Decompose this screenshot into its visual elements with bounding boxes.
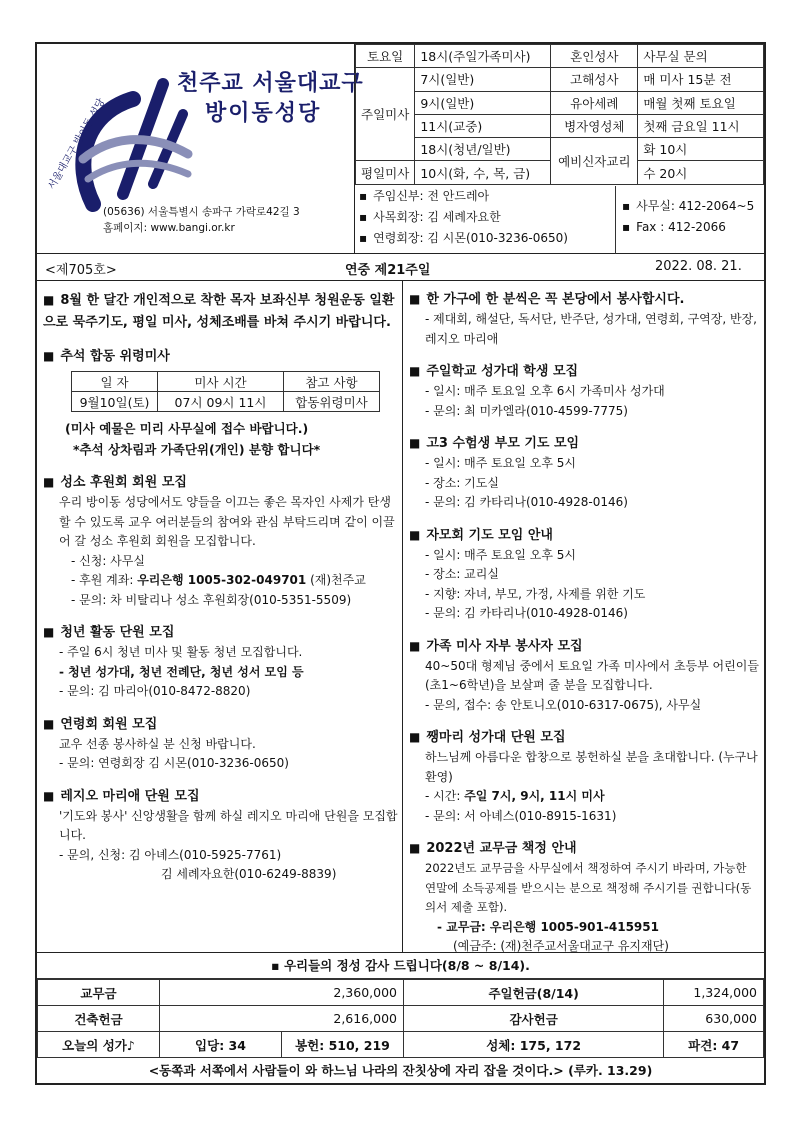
- section-heading: [43, 786, 402, 807]
- left-column: [37, 281, 403, 952]
- square-bullet-icon: ■: [43, 625, 55, 639]
- contact-list: [615, 186, 764, 254]
- staff-item: ▪ 주임신부: 전 안드레아: [359, 186, 568, 207]
- address-block: [103, 204, 300, 236]
- offering-summary: [37, 952, 764, 1083]
- exam-line: - 장소: 기도실: [425, 475, 499, 490]
- catechism-time: 화 10시: [638, 138, 764, 161]
- right-column: [403, 281, 764, 952]
- hymn-communion: 성체: 175, 172: [404, 1032, 664, 1058]
- section-heading: [43, 622, 402, 643]
- table-header: 일 자: [72, 372, 158, 392]
- yeonryeong-line: - 문의: 연령회장 김 시몬(010-3236-0650): [59, 756, 289, 770]
- service-name: 혼인성사: [551, 45, 638, 68]
- bulletin-header: [37, 44, 764, 254]
- issue-date: 2022. 08. 21.: [655, 259, 742, 274]
- service-time: 첫째 금요일 11시: [638, 114, 764, 137]
- supporters-body: 우리 방이동 성당에서도 양들을 이끄는 좋은 목자인 사제가 탄생할 수 있도록 교우 여러분들의 참여와 관심 부탁드리며 같이 이끌어 갈 성소 후원회 회원을 모집합니다.: [59, 495, 395, 548]
- hymn-label: 오늘의 성가♪: [38, 1032, 160, 1058]
- square-bullet-icon: ■: [43, 349, 55, 363]
- heading-text: 고3 수험생 부모 기도 모임: [426, 436, 580, 451]
- weekday-mass: 10시(화, 수, 목, 금): [415, 161, 551, 184]
- offering-value: 630,000: [664, 1006, 764, 1032]
- parish-title: 방이동성당: [205, 101, 322, 126]
- issue-number: <제705호>: [45, 263, 117, 278]
- staff-item: ▪ 사목회장: 김 세례자요한: [359, 207, 568, 228]
- account-number: 우리은행 1005-302-049701: [137, 573, 307, 587]
- legio-line: 김 세례자요한(010-6249-8839): [161, 867, 337, 881]
- dues-body: 2022년도 교무금을 사무실에서 책정하여 주시기 바라며, 가능한 연말에 소득공제를 받으시는 분으로 책정해 주시기를 권합니다(동의서 제출 포함).: [425, 861, 752, 914]
- square-bullet-icon: ■: [409, 292, 421, 306]
- sunday-mass: 18시(청년/일반): [415, 138, 551, 161]
- yeonryeong-line: 교우 선종 봉사하실 분 신청 바랍니다.: [59, 736, 256, 751]
- issue-bar: [37, 254, 764, 281]
- square-bullet-icon: ■: [409, 364, 421, 378]
- service-name: 병자영성체: [551, 114, 638, 137]
- offering-value: 2,360,000: [160, 980, 404, 1006]
- hymn-offertory: 봉헌: 510, 219: [282, 1032, 404, 1058]
- service-name: 유아세례: [551, 91, 638, 114]
- fax-number: ▪ Fax : 412-2066: [622, 217, 764, 238]
- sunday-mass: 9시(일반): [415, 91, 551, 114]
- catechism-label: 예비신자교리: [551, 138, 638, 185]
- section-heading: [409, 727, 764, 748]
- familymass-body: 40~50대 형제님 중에서 토요일 가족 미사에서 초등부 어린이들(초1~6학년)을 보살펴 줄 분을 모집합니다.: [425, 658, 759, 692]
- section-heading: [43, 346, 402, 367]
- offering-label: 건축헌금: [38, 1006, 160, 1032]
- section-heading: [409, 636, 764, 657]
- sundayschool-line: - 문의: 최 미카엘라(010-4599-7775): [425, 403, 628, 418]
- heading-text: 추석 합동 위령미사: [60, 349, 170, 364]
- sunday-mass: 11시(교중): [415, 114, 551, 137]
- section-heading: [409, 525, 764, 546]
- logo-area: [37, 44, 364, 254]
- square-bullet-icon: ■: [43, 716, 55, 731]
- choir-line: - 문의: 서 아녜스(010-8915-1631): [425, 808, 617, 823]
- mothers-line: - 문의: 김 카타리나(010-4928-0146): [425, 606, 628, 620]
- square-bullet-icon: ■: [43, 788, 55, 803]
- choir-body: 하느님께 아름다운 합창으로 봉헌하실 분을 초대합니다. (누구나 환영): [425, 750, 758, 784]
- square-bullet-icon: ■: [409, 841, 421, 855]
- square-bullet-icon: ■: [409, 638, 421, 653]
- square-bullet-icon: ■: [409, 527, 421, 542]
- dues-owner: (예금주: (재)천주교서울대교구 유지재단): [453, 939, 669, 953]
- offering-table: [37, 979, 764, 1058]
- time-label: - 시간:: [425, 789, 465, 803]
- section-heading: [409, 838, 764, 859]
- heading-text: 2022년 교무금 책정 안내: [426, 841, 577, 856]
- square-bullet-icon: ■: [409, 436, 421, 450]
- square-bullet-icon: ■: [43, 475, 55, 489]
- supporters-account: [43, 571, 402, 591]
- family-body: - 제대회, 해설단, 독서단, 반주단, 성가대, 연령회, 구역장, 반장, 레지오 마리애: [425, 312, 757, 346]
- offering-value: 2,616,000: [160, 1006, 404, 1032]
- youth-line: - 청년 성가대, 청년 전례단, 청년 성서 모임 등: [59, 664, 304, 679]
- table-header: 참고 사항: [284, 372, 380, 392]
- service-name: 고해성사: [551, 68, 638, 91]
- weekday-label: 평일미사: [356, 161, 415, 184]
- section-heading: [409, 433, 764, 454]
- hymn-recessional: 파견: 47: [664, 1032, 764, 1058]
- table-header: 미사 시간: [158, 372, 284, 392]
- staff-item: ▪ 연령회장: 김 시몬(010-3236-0650): [359, 228, 568, 249]
- youth-line: - 문의: 김 마리아(010-8472-8820): [59, 684, 251, 698]
- choir-time: [409, 787, 764, 807]
- heading-text: 자모회 기도 모임 안내: [426, 527, 553, 543]
- youth-line: - 주일 6시 청년 미사 및 활동 청년 모집합니다.: [59, 645, 303, 659]
- mothers-line: - 장소: 교리실: [425, 567, 499, 581]
- logo-ring-text: 서울대교구 방이동 성당: [46, 96, 108, 192]
- offering-note: (미사 예물은 미리 사무실에 접수 바랍니다.): [65, 421, 309, 436]
- service-time: 매월 첫째 토요일: [638, 91, 764, 114]
- sunday-label: 주일미사: [356, 68, 415, 161]
- square-bullet-icon: ■: [409, 730, 421, 744]
- exam-line: - 일시: 매주 토요일 오후 5시: [425, 456, 577, 470]
- heading-text: 주일학교 성가대 학생 모집: [426, 364, 579, 379]
- offering-label: 교무금: [38, 980, 160, 1006]
- offering-label: 감사헌금: [404, 1006, 664, 1032]
- sunday-mass: 7시(일반): [415, 68, 551, 91]
- bulletin-page: [35, 42, 766, 1085]
- heading-text: 연령회 회원 모집: [60, 716, 158, 732]
- office-phone: ▪ 사무실: 412-2064~5: [622, 196, 764, 217]
- service-time: 매 미사 15분 전: [638, 68, 764, 91]
- section-heading: [43, 472, 402, 493]
- familymass-line: - 문의, 접수: 송 안토니오(010-6317-0675), 사무실: [425, 697, 702, 712]
- staff-list: [359, 186, 568, 249]
- exam-line: - 문의: 김 카타리나(010-4928-0146): [425, 495, 628, 509]
- table-cell: 07시 09시 11시: [158, 392, 284, 412]
- time-value: 주일 7시, 9시, 11시 미사: [464, 789, 605, 803]
- incense-note: *추석 상차림과 가족단위(개인) 분향 합니다*: [73, 442, 321, 457]
- memorial-mass-table: [71, 371, 380, 412]
- notice-text: 8월 한 달간 개인적으로 착한 목자 보좌신부 청원운동 일환으로 묵주기도, 평일 미사, 성체조배를 바쳐 주시기 바랍니다.: [43, 293, 395, 330]
- offering-label: 주일헌금(8/14): [404, 980, 664, 1006]
- heading-text: 한 가구에 한 분씩은 꼭 본당에서 봉사합시다.: [426, 292, 685, 307]
- section-heading: [409, 361, 764, 382]
- square-bullet-icon: ■: [43, 293, 55, 307]
- homepage-text[interactable]: 홈페이지: www.bangi.or.kr: [103, 222, 235, 234]
- mothers-line: - 지향: 자녀, 부모, 가정, 사제를 위한 기도: [425, 586, 646, 601]
- account-owner: (재)천주교: [306, 573, 366, 587]
- legio-line: - 문의, 신청: 김 아녜스(010-5925-7761): [59, 847, 282, 862]
- table-cell: 합동위령미사: [284, 392, 380, 412]
- notice-prayer: [43, 289, 402, 334]
- address-text: (05636) 서울특별시 송파구 가락로42길 3: [103, 206, 300, 218]
- thanks-heading: ▪ 우리들의 정성 감사 드립니다(8/8 ~ 8/14).: [37, 953, 764, 979]
- catechism-time: 수 20시: [638, 161, 764, 184]
- section-heading: [409, 289, 764, 310]
- supporters-apply: - 신청: 사무실: [71, 553, 145, 568]
- offering-value: 1,324,000: [664, 980, 764, 1006]
- mothers-line: - 일시: 매주 토요일 오후 5시: [425, 547, 577, 562]
- sundayschool-line: - 일시: 매주 토요일 오후 6시 가족미사 성가대: [425, 384, 665, 398]
- heading-text: 레지오 마리애 단원 모집: [60, 788, 200, 804]
- scripture-verse: <동쪽과 서쪽에서 사람들이 와 하느님 나라의 잔칫상에 자리 잡을 것이다.> (루카. 13.29): [148, 1063, 653, 1078]
- supporters-contact: - 문의: 차 비탈리나 성소 후원회장(010-5351-5509): [71, 592, 352, 607]
- hymn-entrance: 입당: 34: [160, 1032, 282, 1058]
- saturday-label: 토요일: [356, 45, 415, 68]
- saturday-mass: 18시(주일가족미사): [415, 45, 551, 68]
- section-heading: [43, 714, 402, 735]
- mass-schedule-table: [355, 44, 764, 185]
- liturgical-sunday: 연중 제21주일: [345, 263, 431, 278]
- heading-text: 성소 후원회 회원 모집: [60, 475, 187, 490]
- diocese-title: 천주교 서울대교구: [177, 71, 364, 96]
- table-cell: 9월10일(토): [72, 392, 158, 412]
- heading-text: 청년 활동 단원 모집: [60, 625, 175, 640]
- heading-text: 가족 미사 자부 봉사자 모집: [426, 638, 583, 654]
- dues-account: - 교무금: 우리은행 1005-901-415951: [437, 919, 659, 934]
- service-time: 사무실 문의: [638, 45, 764, 68]
- account-label: - 후원 계좌:: [71, 573, 138, 587]
- legio-body: '기도와 봉사' 신앙생활을 함께 하실 레지오 마리애 단원을 모집합니다.: [59, 808, 398, 842]
- heading-text: 쨍마리 성가대 단원 모집: [426, 730, 566, 745]
